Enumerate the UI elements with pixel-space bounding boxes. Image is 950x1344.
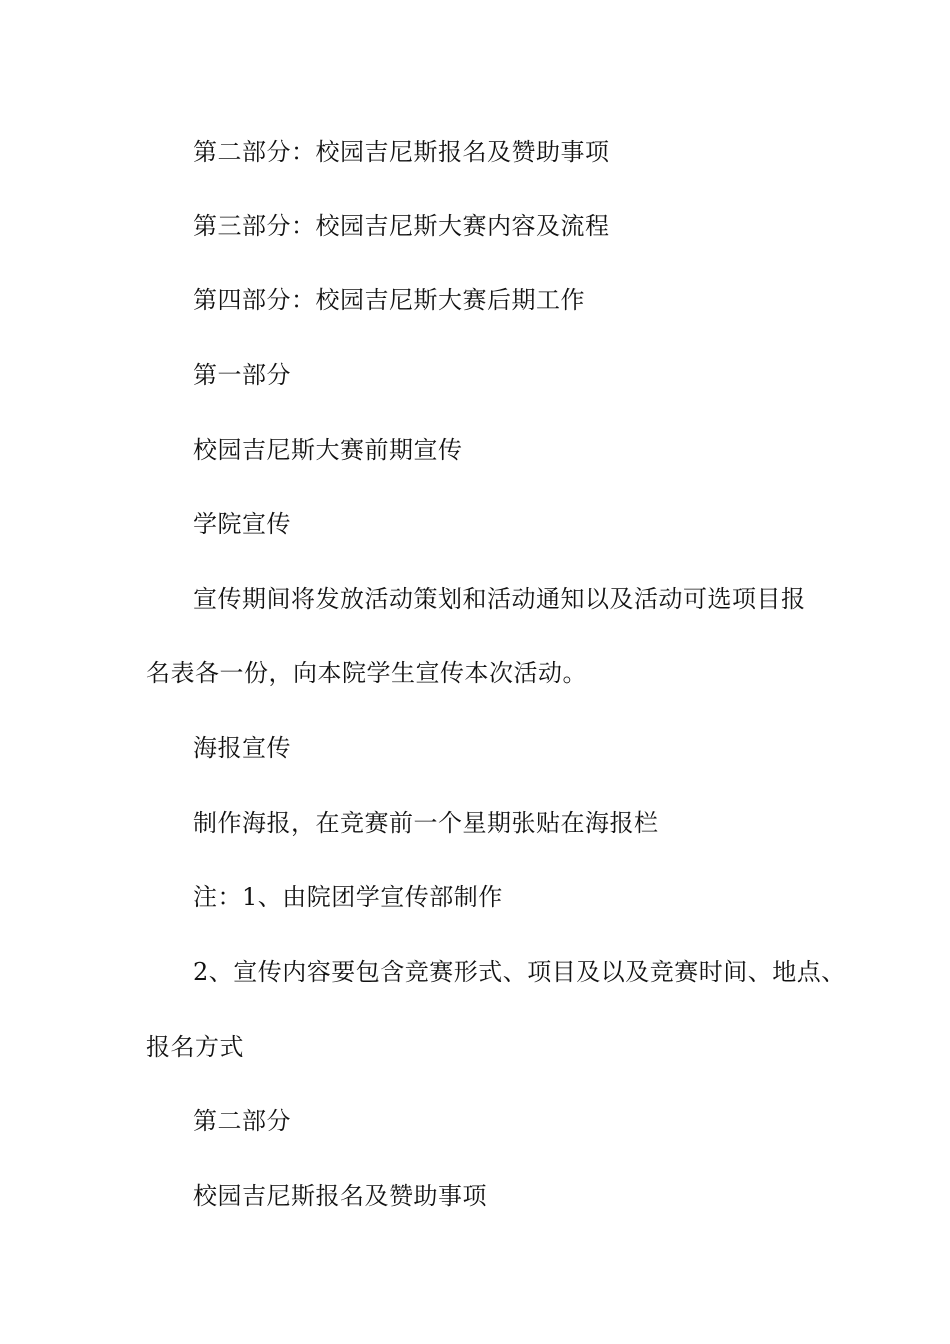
- paragraph-line-continued: 名表各一份，向本院学生宣传本次活动。: [146, 659, 587, 687]
- paragraph-line: 制作海报，在竞赛前一个星期张贴在海报栏: [193, 809, 659, 837]
- note-line: 2、宣传内容要包含竞赛形式、项目及以及竞赛时间、地点、: [193, 958, 846, 986]
- subheading-college-publicity: 学院宣传: [193, 510, 291, 538]
- section-heading-part-two: 第二部分: [193, 1107, 291, 1135]
- subheading-poster-publicity: 海报宣传: [193, 734, 291, 762]
- paragraph-line: 宣传期间将发放活动策划和活动通知以及活动可选项目报: [193, 585, 806, 613]
- note-line-continued: 报名方式: [146, 1033, 244, 1061]
- toc-line-part-four: 第四部分：校园吉尼斯大赛后期工作: [193, 286, 585, 314]
- note-line: 注：1、由院团学宣传部制作: [193, 883, 503, 911]
- section-title-publicity: 校园吉尼斯大赛前期宣传: [193, 436, 463, 464]
- toc-line-part-three: 第三部分：校园吉尼斯大赛内容及流程: [193, 212, 610, 240]
- section-title-registration: 校园吉尼斯报名及赞助事项: [193, 1182, 487, 1210]
- section-heading-part-one: 第一部分: [193, 361, 291, 389]
- toc-line-part-two: 第二部分：校园吉尼斯报名及赞助事项: [193, 138, 610, 166]
